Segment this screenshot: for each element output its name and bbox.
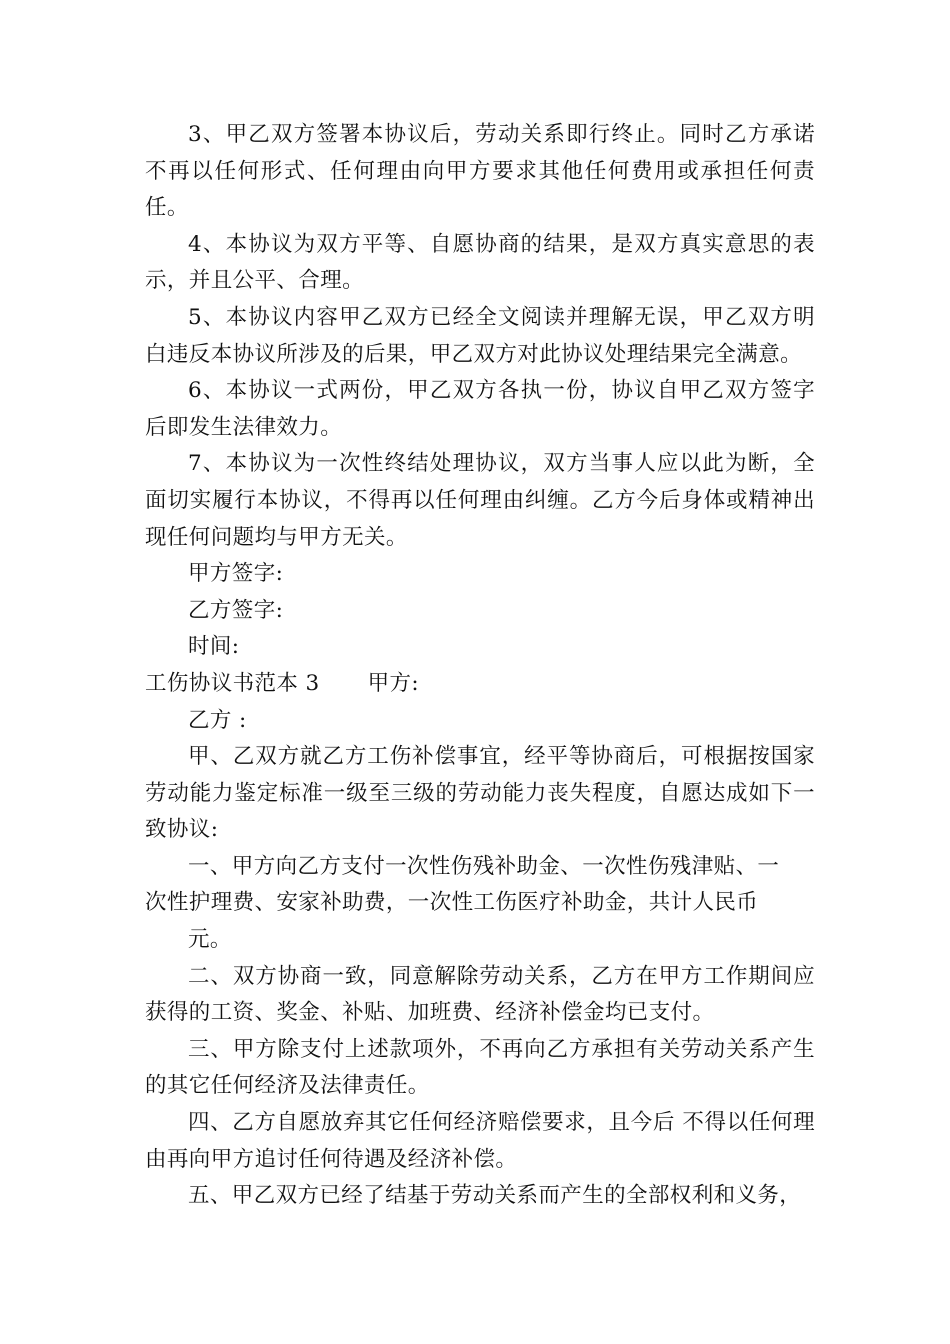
intro-paragraph: 甲、乙双方就乙方工伤补偿事宜，经平等协商后，可根据按国家劳动能力鉴定标准一级至三级的劳动能力丧失程度，自愿达成如下一致协议: [145, 744, 815, 843]
clause-4-paragraph: 4、本协议为双方平等、自愿协商的结果，是双方真实意思的表示，并且公平、合理。 [145, 231, 815, 294]
clause-fifth-line: 五、甲乙双方已经了结基于劳动关系而产生的全部权利和义务， [188, 1183, 802, 1209]
party-b-signature-label: 乙方签字: [188, 597, 284, 623]
party-a-signature-label: 甲方签字: [188, 561, 284, 587]
clause-third-paragraph: 三、甲方除支付上述款项外，不再向乙方承担有关劳动关系产生的其它任何经济及法律责任。 [145, 1036, 815, 1099]
party-a-label: 甲方: [367, 670, 420, 696]
section-title-row [145, 666, 815, 703]
section-title: 工伤协议书范本 3 [145, 670, 320, 696]
date-label: 时间: [188, 634, 240, 660]
clause-6-paragraph: 6、本协议一式两份，甲乙双方各执一份，协议自甲乙双方签字后即发生法律效力。 [145, 378, 815, 440]
clause-7-paragraph: 7、本协议为一次性终结处理协议，双方当事人应以此为断，全面切实履行本协议，不得再以任何理由纠缠。乙方今后身体或精神出现任何问题均与甲方无关。 [145, 451, 815, 550]
clause-1-line-1: 一、甲方向乙方支付一次性伤残补助金、一次性伤残津贴、一 [188, 853, 780, 879]
document-body [145, 117, 815, 1215]
clause-1-line-3: 元。 [188, 927, 232, 953]
clause-5-paragraph: 5、本协议内容甲乙双方已经全文阅读并理解无误，甲乙双方明白违反本协议所涉及的后果，甲乙双方对此协议处理结果完全满意。 [145, 304, 815, 367]
party-b-label: 乙方 : [188, 707, 247, 733]
clause-1-line-2: 次性护理费、安家补助费，一次性工伤医疗补助金，共计人民币 [145, 890, 759, 916]
clause-second-paragraph: 二、双方协商一致，同意解除劳动关系，乙方在甲方工作期间应获得的工资、奖金、补贴、加班费、经济补偿金均已支付。 [145, 963, 815, 1026]
clause-fourth-paragraph: 四、乙方自愿放弃其它任何经济赔偿要求，且今后 不得以任何理由再向甲方追讨任何待遇及经济补偿。 [145, 1110, 815, 1172]
clause-3-paragraph: 3、甲乙双方签署本协议后，劳动关系即行终止。同时乙方承诺不再以任何形式、任何理由向甲方要求其他任何费用或承担任何责任。 [145, 122, 815, 221]
